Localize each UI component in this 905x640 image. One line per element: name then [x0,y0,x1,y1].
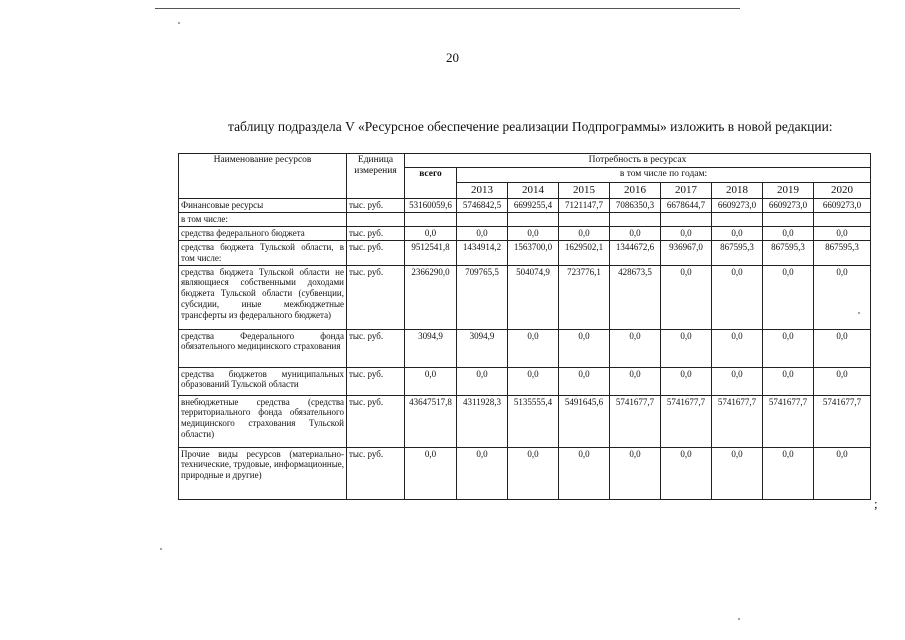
year-value-cell: 5741677,7 [712,395,763,447]
year-value-cell [814,212,871,226]
year-value-cell: 5741677,7 [661,395,712,447]
resources-table [178,153,871,500]
year-value-cell: 0,0 [610,367,661,395]
resource-name-cell: Прочие виды ресурсов (материально-технические, трудовые, информационные, природные и другие) [179,447,347,499]
year-value-cell: 6609273,0 [814,198,871,212]
year-value-cell: 0,0 [559,226,610,240]
year-value-cell [661,212,712,226]
table-row [179,367,871,395]
year-value-cell: 3094,9 [457,329,508,367]
table-row [179,240,871,265]
resource-name-cell: Финансовые ресурсы [179,198,347,212]
unit-cell: тыс. руб. [347,329,405,367]
year-value-cell: 0,0 [610,447,661,499]
total-value-cell: 0,0 [405,367,457,395]
year-value-cell: 0,0 [661,367,712,395]
trailing-semicolon: ; [874,496,878,511]
year-value-cell: 0,0 [763,329,814,367]
year-value-cell: 0,0 [712,367,763,395]
year-value-cell: 0,0 [814,329,871,367]
table-row [179,212,871,226]
resource-name-cell: средства бюджетов муниципальных образований Тульской области [179,367,347,395]
year-value-cell: 0,0 [508,329,559,367]
table-row [179,198,871,212]
page-number: 20 [446,50,459,65]
year-value-cell: 5741677,7 [814,395,871,447]
year-value-cell: 0,0 [457,226,508,240]
year-value-cell: 867595,3 [814,240,871,265]
unit-cell [347,212,405,226]
top-rule [155,8,740,9]
year-value-cell: 0,0 [763,367,814,395]
header-row-1 [179,154,871,168]
year-value-cell: 428673,5 [610,265,661,329]
header-need: Потребность в ресурсах [405,154,871,168]
table-row [179,226,871,240]
year-value-cell: 709765,5 [457,265,508,329]
unit-cell: тыс. руб. [347,447,405,499]
total-value-cell: 53160059,6 [405,198,457,212]
year-value-cell [763,212,814,226]
unit-cell: тыс. руб. [347,226,405,240]
total-value-cell: 0,0 [405,447,457,499]
year-value-cell: 7086350,3 [610,198,661,212]
scan-speck [738,618,740,620]
intro-text: таблицу подраздела V «Ресурсное обеспечение реализации Подпрограммы» изложить в новой редакции: [228,119,833,134]
resource-name-cell: средства Федерального фонда обязательного медицинского страхования [179,329,347,367]
year-value-cell [610,212,661,226]
year-value-cell: 0,0 [661,265,712,329]
year-value-cell: 4311928,3 [457,395,508,447]
year-value-cell: 0,0 [814,447,871,499]
year-value-cell [712,212,763,226]
year-value-cell: 0,0 [763,447,814,499]
header-name: Наименование ресурсов [179,154,347,199]
year-cell: 2014 [508,182,559,198]
scan-speck [178,22,180,24]
year-value-cell: 0,0 [559,329,610,367]
year-value-cell: 0,0 [661,447,712,499]
unit-cell: тыс. руб. [347,265,405,329]
unit-cell: тыс. руб. [347,395,405,447]
unit-cell: тыс. руб. [347,240,405,265]
year-value-cell: 0,0 [508,367,559,395]
resource-name-cell: средства бюджета Тульской области не являющиеся собственными доходами бюджета Тульской области (субвенции, субсидии, иные межбюджетные трансферты из федерального бюджета) [179,265,347,329]
year-value-cell: 867595,3 [712,240,763,265]
total-value-cell: 9512541,8 [405,240,457,265]
year-value-cell: 936967,0 [661,240,712,265]
year-cell: 2015 [559,182,610,198]
header-by-years: в том числе по годам: [457,168,871,182]
table-row [179,329,871,367]
year-cell: 2018 [712,182,763,198]
year-value-cell: 0,0 [763,265,814,329]
year-cell: 2016 [610,182,661,198]
resource-name-cell: внебюджетные средства (средства территориального фонда обязательного медицинского страхования Тульской области) [179,395,347,447]
year-value-cell: 0,0 [661,329,712,367]
year-value-cell: 0,0 [610,329,661,367]
year-value-cell: 0,0 [661,226,712,240]
total-value-cell: 43647517,8 [405,395,457,447]
year-value-cell: 0,0 [814,226,871,240]
year-value-cell: 1563700,0 [508,240,559,265]
year-value-cell: 5746842,5 [457,198,508,212]
year-value-cell: 1344672,6 [610,240,661,265]
resource-name-cell: средства бюджета Тульской области, в том числе: [179,240,347,265]
year-value-cell: 0,0 [457,367,508,395]
year-value-cell [559,212,610,226]
year-value-cell [457,212,508,226]
year-value-cell: 0,0 [508,447,559,499]
header-unit: Единица измерения [347,154,405,199]
year-value-cell: 6609273,0 [763,198,814,212]
year-value-cell: 0,0 [712,265,763,329]
year-value-cell: 5741677,7 [610,395,661,447]
year-value-cell: 0,0 [814,265,871,329]
table-row [179,265,871,329]
year-value-cell: 0,0 [457,447,508,499]
year-cell: 2017 [661,182,712,198]
scan-speck [858,312,860,314]
year-value-cell: 5135555,4 [508,395,559,447]
total-value-cell: 2366290,0 [405,265,457,329]
year-value-cell: 0,0 [610,226,661,240]
year-value-cell [508,212,559,226]
scan-speck [160,548,162,550]
year-value-cell: 1629502,1 [559,240,610,265]
total-value-cell: 3094,9 [405,329,457,367]
year-value-cell: 504074,9 [508,265,559,329]
year-value-cell: 0,0 [712,447,763,499]
unit-cell: тыс. руб. [347,198,405,212]
year-cell: 2013 [457,182,508,198]
year-value-cell: 6678644,7 [661,198,712,212]
year-value-cell: 1434914,2 [457,240,508,265]
year-value-cell: 5491645,6 [559,395,610,447]
year-value-cell: 6699255,4 [508,198,559,212]
header-total: всего [405,168,457,199]
resource-name-cell: в том числе: [179,212,347,226]
year-value-cell: 0,0 [559,447,610,499]
year-value-cell: 867595,3 [763,240,814,265]
year-value-cell: 0,0 [712,226,763,240]
resource-name-cell: средства федерального бюджета [179,226,347,240]
year-value-cell: 7121147,7 [559,198,610,212]
table-row [179,447,871,499]
total-value-cell [405,212,457,226]
year-value-cell: 723776,1 [559,265,610,329]
year-cell: 2019 [763,182,814,198]
year-value-cell: 0,0 [508,226,559,240]
unit-cell: тыс. руб. [347,367,405,395]
year-value-cell: 6609273,0 [712,198,763,212]
year-value-cell: 0,0 [814,367,871,395]
year-cell: 2020 [814,182,871,198]
year-value-cell: 5741677,7 [763,395,814,447]
total-value-cell: 0,0 [405,226,457,240]
year-value-cell: 0,0 [763,226,814,240]
table-row [179,395,871,447]
year-value-cell: 0,0 [559,367,610,395]
year-value-cell: 0,0 [712,329,763,367]
